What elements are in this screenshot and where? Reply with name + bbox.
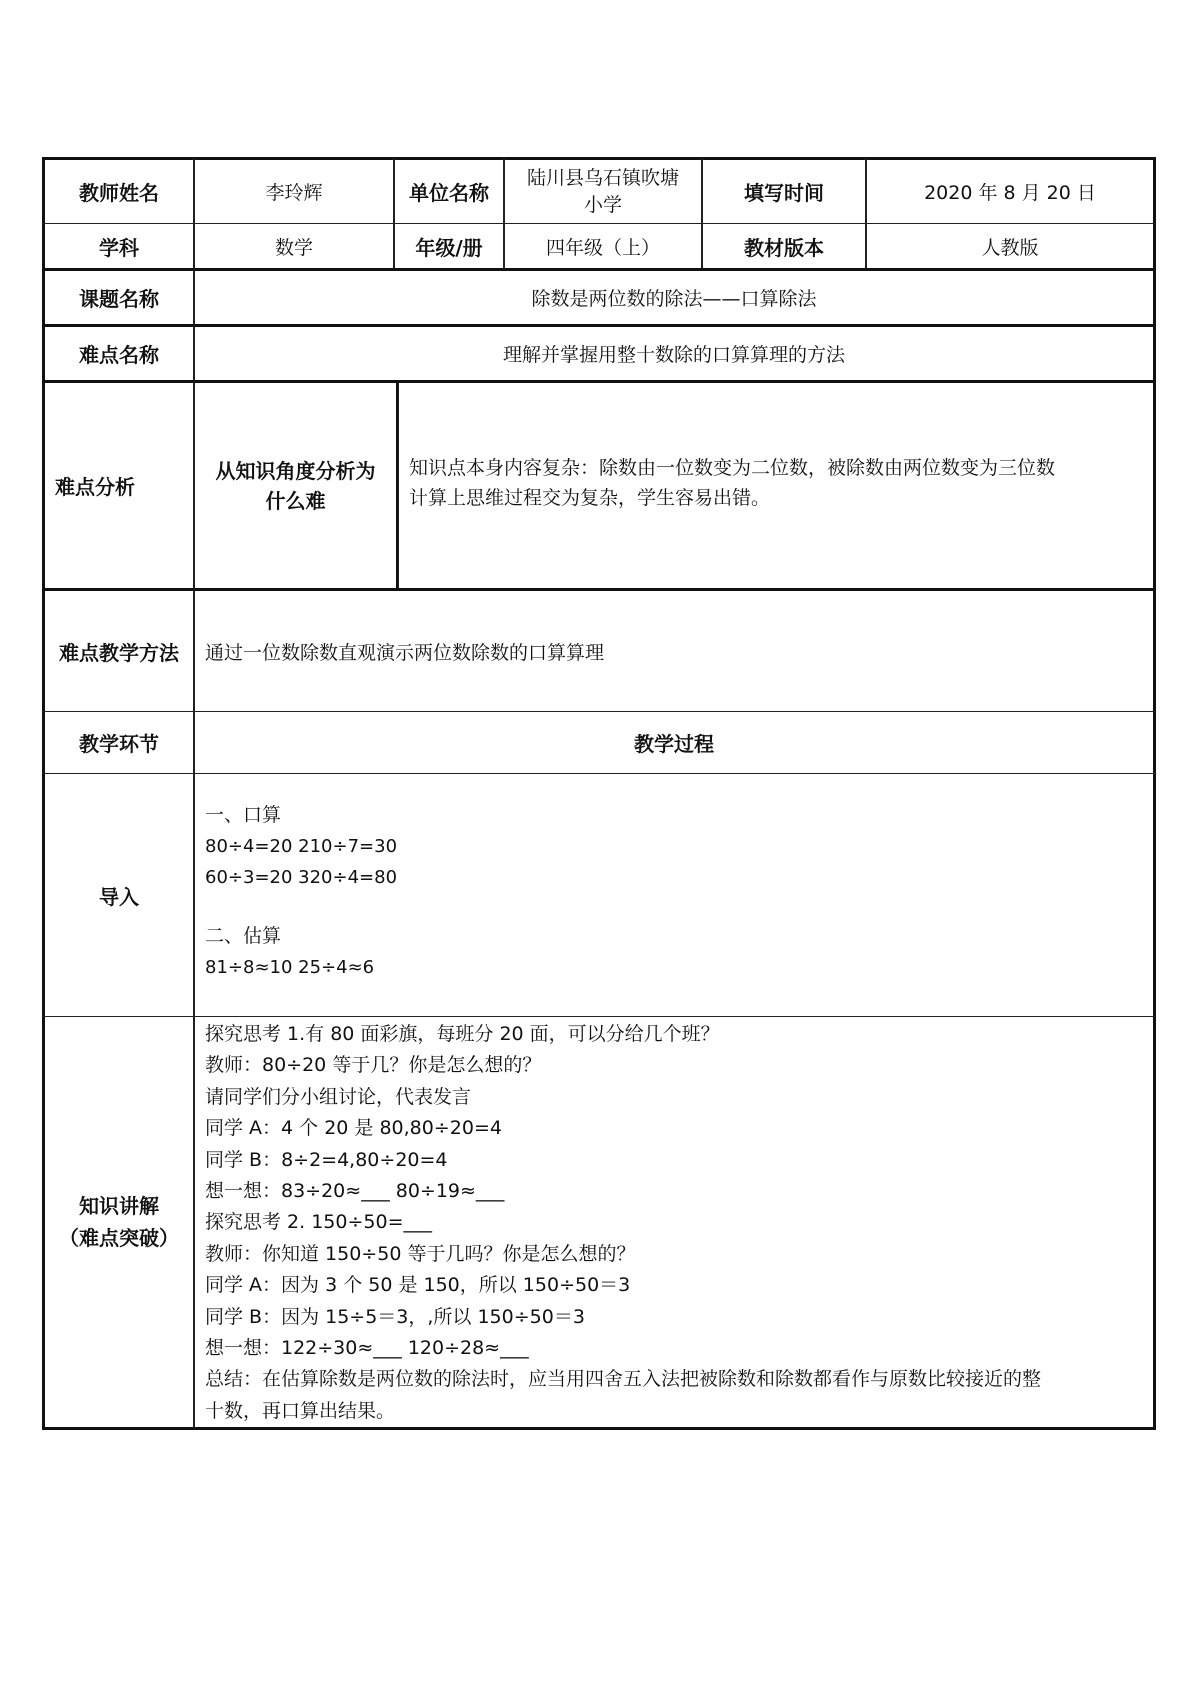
intro-line: 80÷4=20 210÷7=30: [205, 836, 398, 857]
edition-value: 人教版: [866, 223, 1156, 269]
topic-label: 课题名称: [42, 268, 194, 325]
analysis-label: 难点分析: [42, 380, 194, 589]
knowledge-line: 教师：80÷20 等于几？你是怎么想的？: [205, 1054, 542, 1077]
analysis-text: [398, 380, 1156, 589]
topic-value: 除数是两位数的除法——口算除法: [194, 268, 1156, 325]
analysis-text-line2: 计算上思维过程交为复杂，学生容易出错。: [409, 487, 771, 509]
grade-value: 四年级（上）: [504, 223, 702, 269]
knowledge-label: [42, 1016, 194, 1430]
intro-content: [194, 773, 1156, 1017]
knowledge-line: 想一想：83÷20≈___ 80÷19≈___: [205, 1180, 505, 1203]
fill-date-value: 2020 年 8 月 20 日: [866, 157, 1156, 224]
teacher-name-label: 教师姓名: [42, 157, 194, 224]
knowledge-line: 请同学们分小组讨论，代表发言: [205, 1085, 472, 1108]
lesson-plan-table: [42, 157, 1156, 1430]
intro-line: 二、估算: [205, 925, 282, 947]
knowledge-line: 总结：在估算除数是两位数的除法时，应当用四舍五入法把被除数和除数都看作与原数比较接近的整: [205, 1368, 1042, 1391]
knowledge-label-line1: 知识讲解: [79, 1194, 159, 1218]
intro-line: 60÷3=20 320÷4=80: [205, 867, 398, 888]
knowledge-label-line2: （难点突破）: [59, 1226, 179, 1250]
knowledge-line: 教师：你知道 150÷50 等于几吗？你是怎么想的？: [205, 1242, 636, 1265]
knowledge-line: 同学 B：因为 15÷5＝3，,所以 150÷50＝3: [205, 1305, 585, 1328]
unit-name-value: [504, 157, 702, 224]
analysis-sublabel-line2: 什么难: [265, 488, 326, 513]
fill-date-label: 填写时间: [702, 157, 866, 224]
knowledge-line: 同学 A：4 个 20 是 80,80÷20=4: [205, 1117, 502, 1140]
method-value: 通过一位数除数直观演示两位数除数的口算算理: [194, 588, 1156, 712]
knowledge-line: 探究思考 1.有 80 面彩旗，每班分 20 面，可以分给几个班？: [205, 1023, 720, 1045]
knowledge-line: 同学 A：因为 3 个 50 是 150，所以 150÷50＝3: [205, 1274, 631, 1297]
unit-name-label: 单位名称: [394, 157, 504, 224]
unit-name-line2: 小学: [583, 193, 622, 216]
method-label: 难点教学方法: [42, 588, 194, 712]
subject-value: 数学: [194, 223, 394, 269]
intro-line: 一、口算: [205, 804, 282, 826]
knowledge-line: 十数，再口算出结果。: [205, 1399, 396, 1422]
unit-name-line1: 陆川县乌石镇吹塘: [526, 166, 679, 189]
intro-spacer: [205, 893, 1143, 921]
analysis-sublabel: [194, 380, 399, 589]
grade-label: 年级/册: [394, 223, 504, 269]
process-section-title: 教学过程: [194, 711, 1156, 774]
subject-label: 学科: [42, 223, 194, 269]
teacher-name-value: 李玲辉: [194, 157, 394, 224]
analysis-sublabel-line1: 从知识角度分析为: [215, 458, 376, 483]
knowledge-line: 想一想：122÷30≈___ 120÷28≈___: [205, 1337, 529, 1360]
difficulty-value: 理解并掌握用整十数除的口算算理的方法: [194, 324, 1156, 381]
knowledge-content: [194, 1016, 1156, 1430]
difficulty-label: 难点名称: [42, 324, 194, 381]
edition-label: 教材版本: [702, 223, 866, 269]
knowledge-line: 同学 B：8÷2=4,80÷20=4: [205, 1148, 448, 1171]
process-section-label: 教学环节: [42, 711, 194, 774]
intro-label: 导入: [42, 773, 194, 1017]
knowledge-line: 探究思考 2. 150÷50=___: [205, 1211, 432, 1234]
analysis-text-line1: 知识点本身内容复杂：除数由一位数变为二位数，被除数由两位数变为三位数: [409, 457, 1056, 479]
intro-line: 81÷8≈10 25÷4≈6: [205, 957, 375, 978]
